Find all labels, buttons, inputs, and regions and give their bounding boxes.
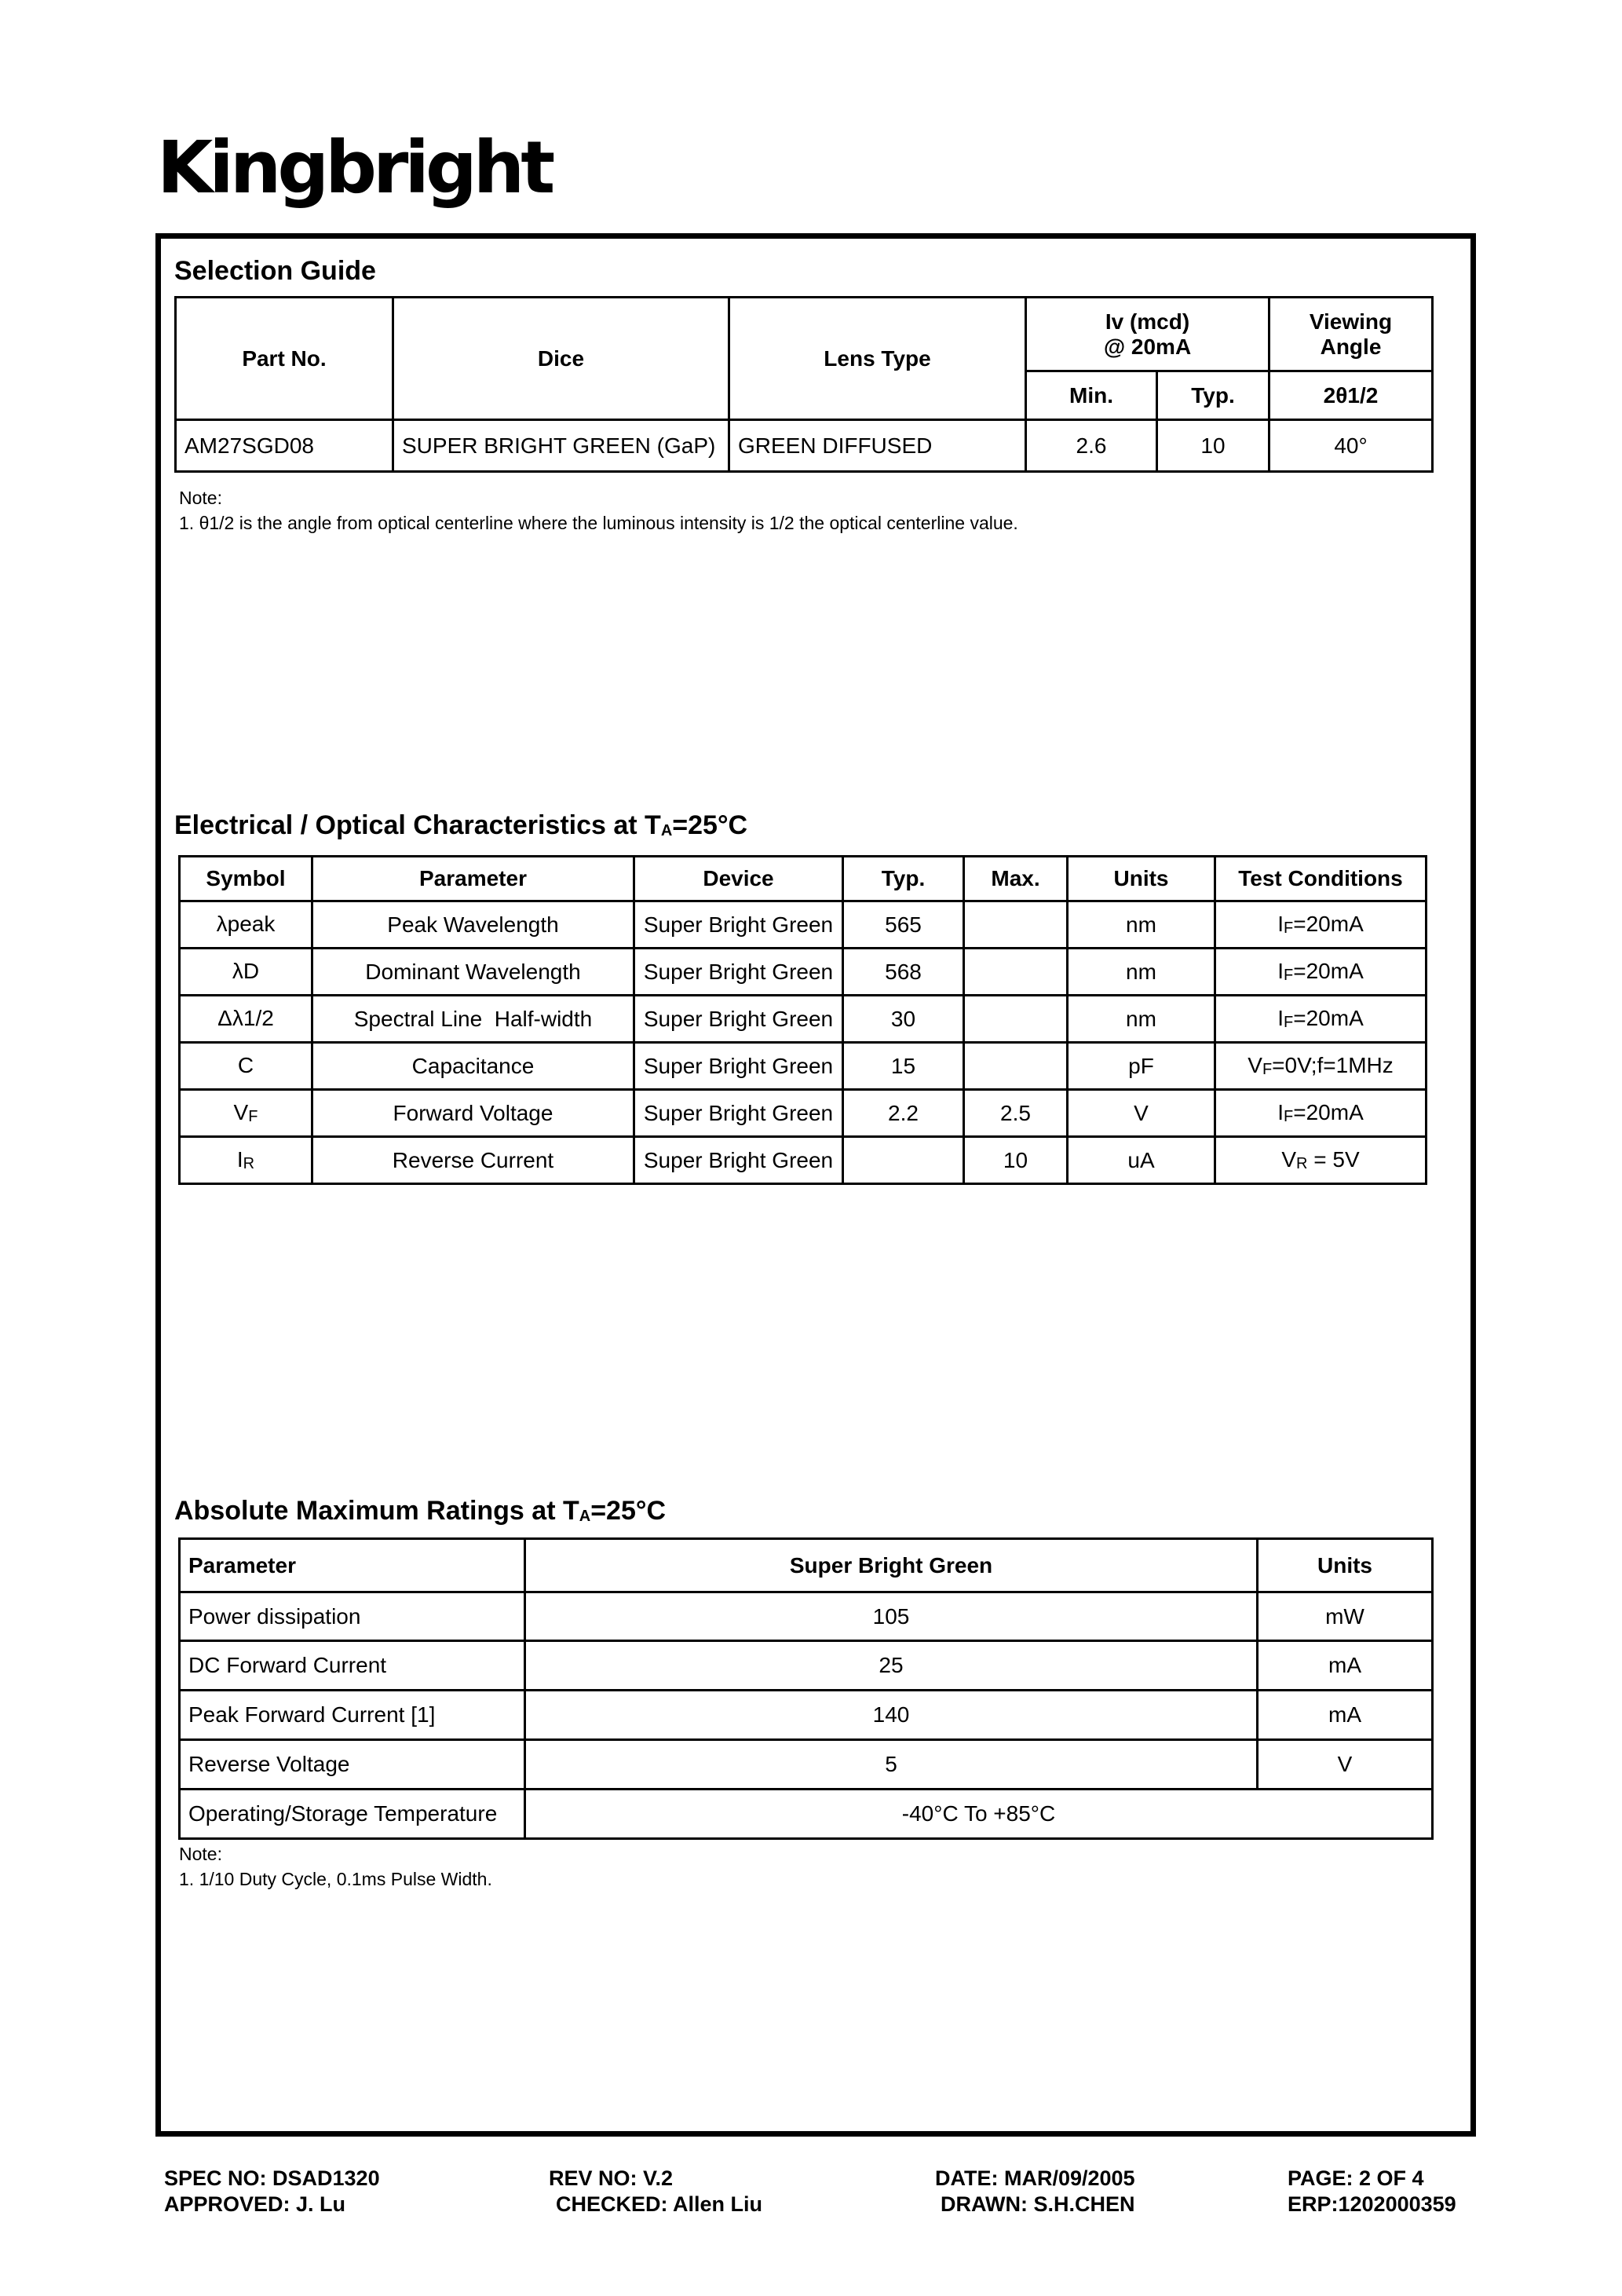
units-cell: mW: [1258, 1592, 1433, 1641]
header-viewing-line1: Viewing: [1309, 309, 1393, 334]
header-max: Max.: [964, 857, 1068, 901]
selection-guide-table: [174, 296, 1434, 473]
condition-cell: $I_F=20mA$: [1215, 996, 1427, 1043]
table-row: [180, 1641, 1433, 1691]
note-label: Note:: [179, 488, 222, 508]
header-typ: Typ.: [1157, 371, 1269, 420]
parameter-cell: Reverse Voltage: [180, 1740, 525, 1790]
table-row: [180, 1090, 1427, 1137]
typ-cell: 10: [1157, 420, 1269, 472]
header-parameter: Parameter: [312, 857, 634, 901]
note-label: Note:: [179, 1844, 222, 1864]
max-cell: [964, 996, 1068, 1043]
units-cell: uA: [1068, 1137, 1215, 1184]
symbol-cell: $V_F$: [180, 1090, 312, 1137]
dice-cell: SUPER BRIGHT GREEN (GaP): [393, 420, 729, 472]
header-part-no: Part No.: [176, 298, 393, 420]
table-row: [180, 901, 1427, 949]
max-cell: 2.5: [964, 1090, 1068, 1137]
parameter-cell: Reverse Current: [312, 1137, 634, 1184]
header-viewing-line2: Angle: [1320, 334, 1382, 359]
note-text: 1. 1/10 Duty Cycle, 0.1ms Pulse Width.: [179, 1869, 492, 1889]
parameter-cell: Dominant Wavelength: [312, 949, 634, 996]
table-row: [180, 1137, 1427, 1184]
table-row: [180, 1790, 1433, 1839]
footer-date: DATE: MAR/09/2005: [935, 2166, 1135, 2190]
absolute-title-text: Absolute Maximum Ratings at T: [174, 1496, 579, 1526]
table-row: [180, 1043, 1427, 1090]
units-cell: nm: [1068, 901, 1215, 949]
parameter-cell: DC Forward Current: [180, 1641, 525, 1691]
parameter-cell: Operating/Storage Temperature: [180, 1790, 525, 1839]
typ-cell: 568: [843, 949, 964, 996]
header-iv-line2: @ 20mA: [1103, 334, 1192, 359]
units-cell: V: [1068, 1090, 1215, 1137]
footer-spec-no: SPEC NO: DSAD1320: [164, 2166, 380, 2190]
header-dice: Dice: [393, 298, 729, 420]
electrical-table: [178, 855, 1427, 1185]
table-row: [180, 996, 1427, 1043]
table-row: [176, 420, 1433, 472]
symbol-cell: $I_R$: [180, 1137, 312, 1184]
symbol-cell: λpeak: [180, 901, 312, 949]
header-symbol: Symbol: [180, 857, 312, 901]
typ-cell: 2.2: [843, 1090, 964, 1137]
footer-checked: CHECKED: Allen Liu: [556, 2192, 762, 2216]
condition-cell: $I_F=20mA$: [1215, 901, 1427, 949]
table-row: [180, 1592, 1433, 1641]
parameter-cell: Peak Wavelength: [312, 901, 634, 949]
typ-cell: [843, 1137, 964, 1184]
parameter-cell: Power dissipation: [180, 1592, 525, 1641]
max-cell: 10: [964, 1137, 1068, 1184]
absolute-table: [178, 1537, 1434, 1840]
footer-rev-no: REV NO: V.2: [549, 2166, 674, 2190]
absolute-note: [179, 1841, 492, 1892]
condition-cell: $V_F=0V;f=1MHz$: [1215, 1043, 1427, 1090]
electrical-title-text: Electrical / Optical Characteristics at T: [174, 810, 661, 840]
condition-cell: $I_F=20mA$: [1215, 949, 1427, 996]
electrical-title-sub: A: [660, 822, 673, 839]
value-cell: 140: [525, 1691, 1258, 1740]
header-iv: [1026, 298, 1269, 371]
units-cell: pF: [1068, 1043, 1215, 1090]
parameter-cell: Capacitance: [312, 1043, 634, 1090]
header-units: Units: [1258, 1539, 1433, 1592]
min-cell: 2.6: [1026, 420, 1157, 472]
value-cell: 105: [525, 1592, 1258, 1641]
table-row: [180, 1740, 1433, 1790]
parameter-cell: Forward Voltage: [312, 1090, 634, 1137]
units-cell: V: [1258, 1740, 1433, 1790]
header-super-bright-green: Super Bright Green: [525, 1539, 1258, 1592]
symbol-cell: λD: [180, 949, 312, 996]
absolute-title-suffix: =25°C: [590, 1496, 667, 1526]
header-device: Device: [634, 857, 843, 901]
device-cell: Super Bright Green: [634, 1043, 843, 1090]
selection-note: [179, 485, 1018, 536]
part-no-cell: AM27SGD08: [176, 420, 393, 472]
electrical-title-suffix: =25°C: [672, 810, 748, 840]
lens-type-cell: GREEN DIFFUSED: [729, 420, 1026, 472]
absolute-title: [174, 1497, 666, 1524]
max-cell: [964, 901, 1068, 949]
max-cell: [964, 1043, 1068, 1090]
device-cell: Super Bright Green: [634, 1137, 843, 1184]
condition-cell: $V_R = 5V$: [1215, 1137, 1427, 1184]
units-cell: mA: [1258, 1641, 1433, 1691]
header-iv-line1: Iv (mcd): [1105, 309, 1190, 334]
header-test-conditions: Test Conditions: [1215, 857, 1427, 901]
typ-cell: 565: [843, 901, 964, 949]
header-theta: 2θ1/2: [1269, 371, 1433, 420]
footer-erp: ERP:1202000359: [1288, 2192, 1456, 2216]
kingbright-logo: Kingbright: [157, 126, 552, 210]
note-text: 1. θ1/2 is the angle from optical centerline where the luminous intensity is 1/2 the optical centerline value.: [179, 513, 1018, 533]
header-lens-type: Lens Type: [729, 298, 1026, 420]
footer-drawn: DRAWN: S.H.CHEN: [941, 2192, 1135, 2216]
parameter-cell: Peak Forward Current [1]: [180, 1691, 525, 1740]
device-cell: Super Bright Green: [634, 901, 843, 949]
header-typ: Typ.: [843, 857, 964, 901]
units-cell: nm: [1068, 996, 1215, 1043]
typ-cell: 15: [843, 1043, 964, 1090]
header-min: Min.: [1026, 371, 1157, 420]
electrical-title: [174, 812, 747, 839]
angle-cell: 40°: [1269, 420, 1433, 472]
temperature-range-cell: -40°C To +85°C: [525, 1790, 1433, 1839]
max-cell: [964, 949, 1068, 996]
units-cell: mA: [1258, 1691, 1433, 1740]
units-cell: nm: [1068, 949, 1215, 996]
value-cell: 5: [525, 1740, 1258, 1790]
footer-approved: APPROVED: J. Lu: [164, 2192, 346, 2216]
table-row: [180, 949, 1427, 996]
footer-page: PAGE: 2 OF 4: [1288, 2166, 1424, 2190]
table-row: [180, 1691, 1433, 1740]
value-cell: 25: [525, 1641, 1258, 1691]
header-units: Units: [1068, 857, 1215, 901]
parameter-cell: Spectral Line Half-width: [312, 996, 634, 1043]
absolute-title-sub: A: [579, 1508, 591, 1525]
device-cell: Super Bright Green: [634, 949, 843, 996]
device-cell: Super Bright Green: [634, 1090, 843, 1137]
condition-cell: $I_F=20mA$: [1215, 1090, 1427, 1137]
header-viewing-angle: [1269, 298, 1433, 371]
typ-cell: 30: [843, 996, 964, 1043]
device-cell: Super Bright Green: [634, 996, 843, 1043]
symbol-cell: C: [180, 1043, 312, 1090]
selection-guide-title: Selection Guide: [174, 256, 376, 286]
symbol-cell: Δλ1/2: [180, 996, 312, 1043]
header-parameter: Parameter: [180, 1539, 525, 1592]
